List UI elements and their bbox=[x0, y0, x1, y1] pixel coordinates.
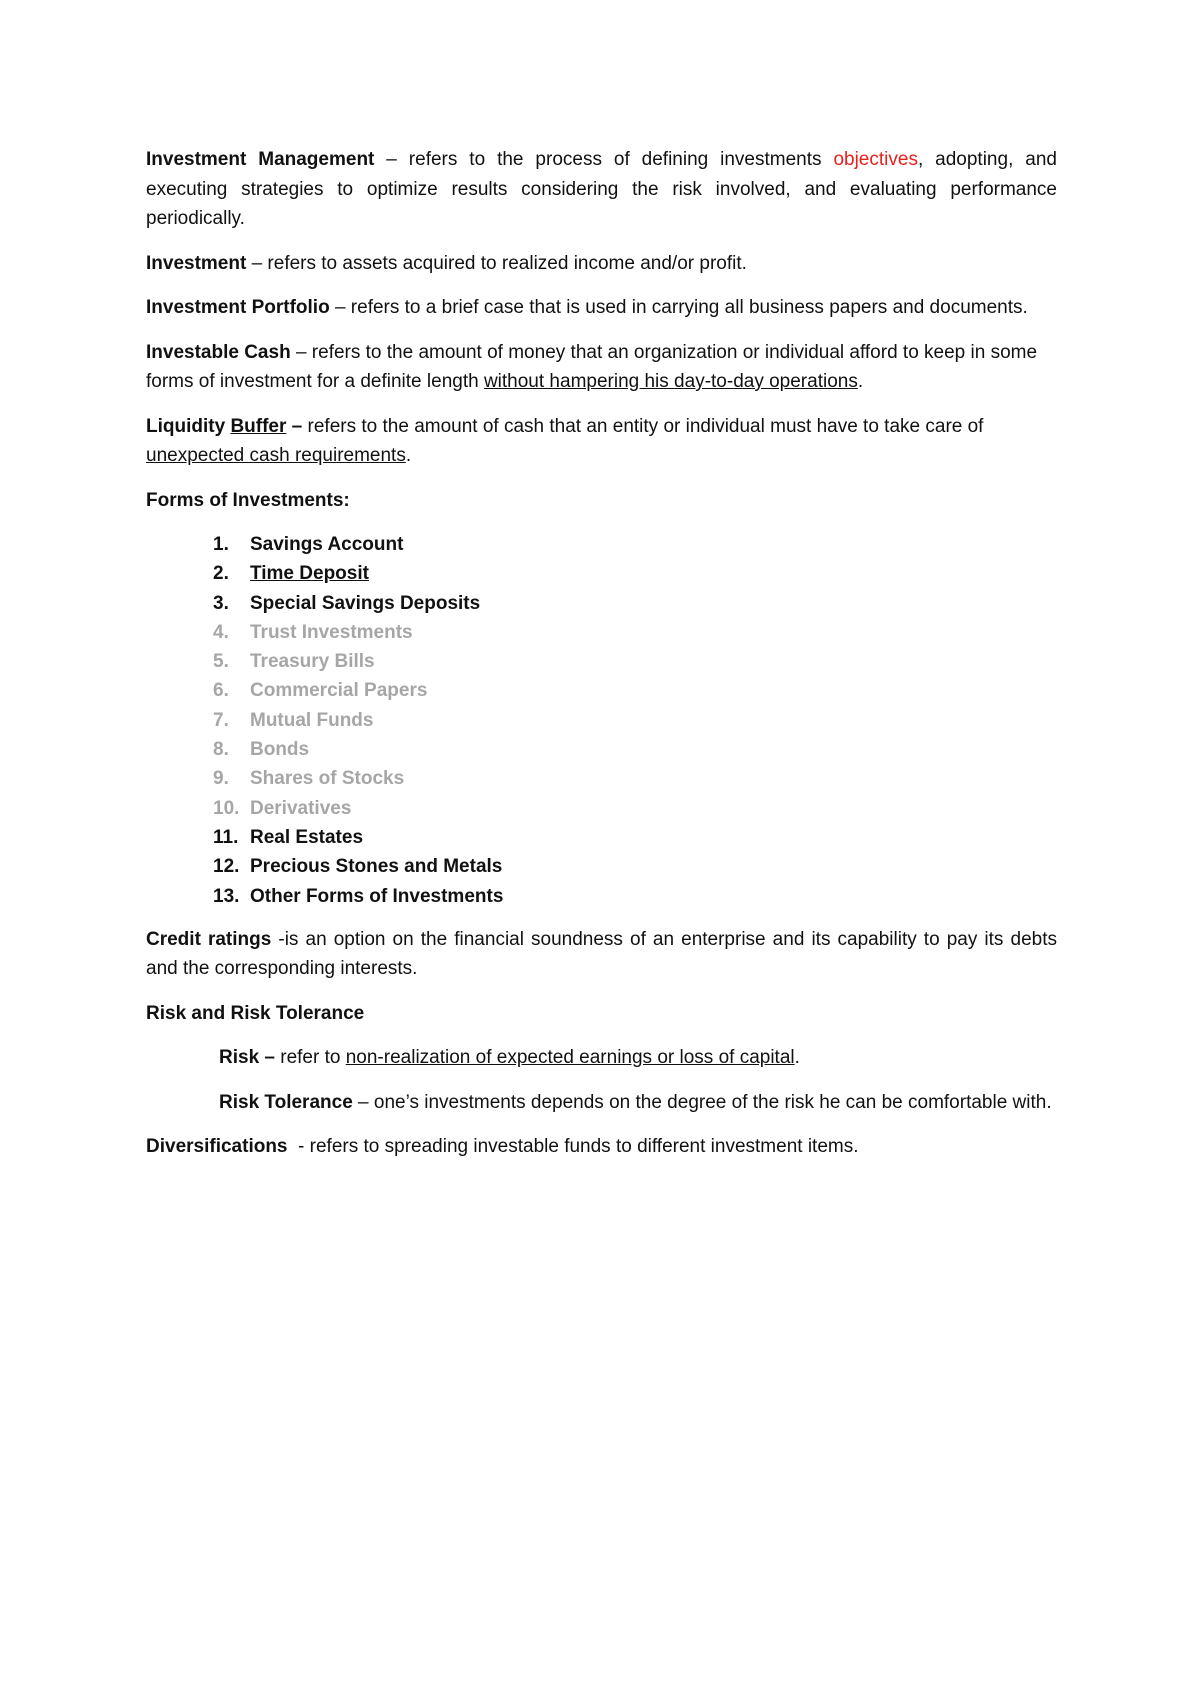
list-item-label: Shares of Stocks bbox=[250, 768, 405, 790]
list-item bbox=[213, 647, 1057, 676]
forms-heading-text: Forms of Investments: bbox=[146, 489, 350, 511]
definition-investable-cash bbox=[146, 338, 1057, 397]
risk-heading-text: Risk and Risk Tolerance bbox=[146, 1002, 365, 1024]
list-item-label: Other Forms of Investments bbox=[250, 885, 504, 907]
term-risk-tolerance: Risk Tolerance bbox=[219, 1091, 353, 1113]
list-item bbox=[213, 589, 1057, 618]
term-risk: Risk – bbox=[219, 1047, 275, 1069]
list-item bbox=[213, 706, 1057, 735]
definition-liquidity-buffer bbox=[146, 412, 1057, 471]
list-item-label: Derivatives bbox=[250, 797, 352, 819]
definition-diversifications bbox=[146, 1132, 1057, 1162]
document-body bbox=[146, 145, 1057, 1177]
definition-text: . bbox=[405, 445, 412, 466]
definition-text: – refers to a brief case that is used in carrying all business papers and documents. bbox=[329, 297, 1028, 318]
list-item bbox=[213, 823, 1057, 852]
list-item-label: Trust Investments bbox=[250, 621, 413, 643]
term-credit-ratings: Credit ratings bbox=[146, 928, 272, 950]
definition-text: . bbox=[794, 1047, 800, 1069]
definition-risk-tolerance bbox=[146, 1088, 1057, 1118]
underlined-phrase: non-realization of expected earnings or loss of capital bbox=[345, 1047, 795, 1069]
list-item-number: 4. bbox=[213, 621, 229, 643]
list-item-label: Mutual Funds bbox=[250, 709, 374, 731]
definition-text: refer to bbox=[274, 1047, 346, 1069]
list-item-label: Bonds bbox=[250, 739, 310, 761]
list-item-number: 5. bbox=[213, 651, 229, 673]
list-item bbox=[213, 530, 1057, 559]
list-item-number: 10. bbox=[213, 797, 240, 819]
definition-text: - refers to spreading investable funds to different investment items. bbox=[287, 1136, 859, 1158]
definition-text: refers to the amount of cash that an entity or individual must have to take care of bbox=[302, 415, 984, 437]
list-item-label: Precious Stones and Metals bbox=[250, 856, 503, 878]
forms-of-investments-list bbox=[146, 530, 1057, 911]
list-item-number: 1. bbox=[213, 534, 229, 555]
underlined-phrase: without hampering his day-to-day operations bbox=[483, 371, 858, 392]
forms-heading bbox=[146, 486, 1057, 516]
list-item-label: Time Deposit bbox=[250, 563, 369, 585]
definition-text: – refers to the process of defining investments bbox=[374, 149, 834, 170]
list-item-label: Special Savings Deposits bbox=[250, 592, 481, 614]
term-liquidity-buffer bbox=[146, 416, 302, 437]
definition-investment-portfolio bbox=[146, 293, 1057, 323]
definition-text: , adopting, and executing strategies to optimize results considering the risk involved, and evaluating performance periodically. bbox=[146, 149, 1057, 229]
list-item-label: Commercial Papers bbox=[250, 680, 428, 702]
definition-credit-ratings bbox=[146, 925, 1057, 984]
definition-text: – one’s investments depends on the degree of the risk he can be comfortable with. bbox=[352, 1091, 1052, 1113]
term-investment: Investment bbox=[146, 252, 247, 274]
definition-text: – refers to the amount of money that an organization or individual afford to keep in some forms of investment for a definite length bbox=[146, 341, 1038, 392]
list-item-number: 13. bbox=[213, 885, 240, 907]
definition-risk bbox=[146, 1043, 1057, 1073]
term-investable-cash: Investable Cash bbox=[146, 341, 291, 363]
term-part: Liquidity bbox=[146, 415, 231, 437]
list-item bbox=[213, 676, 1057, 705]
definition-text: – refers to assets acquired to realized income and/or profit. bbox=[246, 252, 747, 274]
list-item-label: Real Estates bbox=[250, 826, 364, 848]
list-item bbox=[213, 618, 1057, 647]
list-item-label: Savings Account bbox=[250, 534, 404, 555]
term-investment-management: Investment Management bbox=[146, 149, 375, 170]
underlined-phrase: unexpected cash requirements bbox=[146, 445, 406, 466]
definition-investment-management bbox=[146, 145, 1057, 234]
term-dash: – bbox=[286, 415, 303, 437]
list-item-number: 7. bbox=[213, 709, 229, 731]
list-item-number: 9. bbox=[213, 768, 229, 790]
list-item-number: 3. bbox=[213, 592, 229, 614]
list-item-number: 6. bbox=[213, 680, 229, 702]
definition-text: -is an option on the financial soundness of an enterprise and its capability to pay its debts and the corresponding interests. bbox=[146, 928, 1057, 980]
list-item bbox=[213, 882, 1057, 911]
list-item bbox=[213, 764, 1057, 793]
term-investment-portfolio: Investment Portfolio bbox=[146, 297, 330, 318]
list-item bbox=[213, 559, 1057, 588]
list-item bbox=[213, 794, 1057, 823]
list-item-number: 11. bbox=[213, 826, 239, 848]
definition-text: . bbox=[857, 371, 864, 392]
list-item bbox=[213, 735, 1057, 764]
risk-heading bbox=[146, 999, 1057, 1029]
list-item bbox=[213, 852, 1057, 881]
list-item-label: Treasury Bills bbox=[250, 651, 375, 673]
highlighted-word: objectives bbox=[833, 149, 918, 170]
term-part-underlined: Buffer bbox=[230, 415, 287, 437]
list-item-number: 2. bbox=[213, 563, 229, 585]
term-diversifications: Diversifications bbox=[146, 1136, 288, 1158]
definition-investment bbox=[146, 249, 1057, 279]
list-item-number: 8. bbox=[213, 739, 229, 761]
list-item-number: 12. bbox=[213, 856, 240, 878]
